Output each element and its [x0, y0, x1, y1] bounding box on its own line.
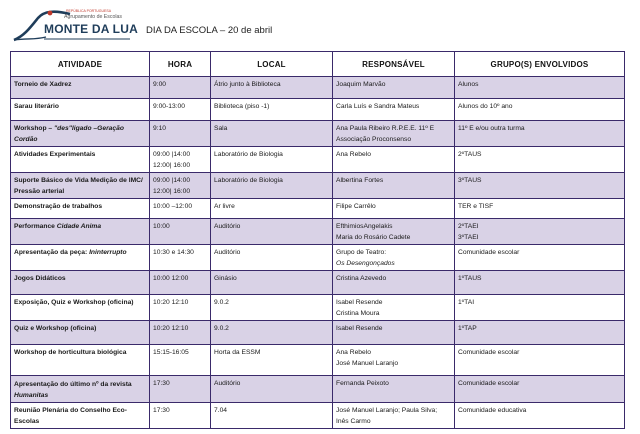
logo-agrupamento: Agrupamento de Escolas [64, 14, 122, 20]
table-row [11, 321, 625, 345]
cell-responsavel: Cristina Azevedo [333, 271, 455, 295]
cell-local: Laboratório de Biologia [211, 147, 333, 173]
cell-local: Biblioteca (piso -1) [211, 99, 333, 121]
responsavel-line: EfthimiosAngelakis [336, 223, 393, 230]
responsavel-line: Ana Rebelo [336, 349, 371, 356]
cell-atividade [11, 245, 150, 271]
cell-responsavel [333, 219, 455, 245]
column-header-responsavel: RESPONSÁVEL [333, 52, 455, 77]
table-row [11, 219, 625, 245]
cell-responsavel: Carla Luís e Sandra Mateus [333, 99, 455, 121]
table-row [11, 376, 625, 403]
cell-hora: 10:20 12:10 [150, 321, 211, 345]
school-logo [10, 6, 138, 48]
cell-local: Horta da ESSM [211, 345, 333, 376]
table-row [11, 345, 625, 376]
cell-grupos: Comunidade educativa [455, 403, 625, 429]
cell-grupos: 1ºTAP [455, 321, 625, 345]
table-row [11, 271, 625, 295]
responsavel-line: Maria do Rosário Cadete [336, 234, 411, 241]
atividade-text: Apresentação da peça: [14, 249, 90, 256]
responsavel-line: José Manuel Laranjo [336, 360, 399, 367]
cell-hora: 10:20 12:10 [150, 295, 211, 321]
cell-grupos: 1ºTAUS [455, 271, 625, 295]
cell-atividade [11, 219, 150, 245]
atividade-text: Apresentação do último nº da revista [14, 381, 132, 388]
cell-grupos: Comunidade escolar [455, 376, 625, 403]
atividade-italic-text: Ininterrupto [89, 249, 127, 256]
column-header-hora: HORA [150, 52, 211, 77]
table-row [11, 147, 625, 173]
cell-hora: 10:00 –12:00 [150, 199, 211, 219]
cell-local: Laboratório de Biologia [211, 173, 333, 199]
cell-hora: 15:15-16:05 [150, 345, 211, 376]
cell-local: Átrio junto à Biblioteca [211, 77, 333, 99]
cell-local: Ginásio [211, 271, 333, 295]
column-header-atividade: ATIVIDADE [11, 52, 150, 77]
table-row [11, 245, 625, 271]
cell-responsavel [333, 345, 455, 376]
cell-hora: 10:30 e 14:30 [150, 245, 211, 271]
cell-grupos: 11º E e/ou outra turma [455, 121, 625, 147]
cell-local: Sala [211, 121, 333, 147]
table-row [11, 77, 625, 99]
cell-local: Ar livre [211, 199, 333, 219]
cell-atividade: Demonstração de trabalhos [11, 199, 150, 219]
cell-atividade: Torneio de Xadrez [11, 77, 150, 99]
cell-responsavel: Fernanda Peixoto [333, 376, 455, 403]
cell-atividade: Reunião Plenária do Conselho Eco-Escolas [11, 403, 150, 429]
cell-local: 9.0.2 [211, 321, 333, 345]
logo-brand: MONTE DA LUA [44, 22, 138, 36]
page-title: DIA DA ESCOLA – 20 de abril [146, 25, 273, 36]
cell-hora: 10:00 [150, 219, 211, 245]
cell-local: 7.04 [211, 403, 333, 429]
table-row [11, 403, 625, 429]
cell-local: 9.0.2 [211, 295, 333, 321]
grupo-line: 3ºTAEI [458, 234, 479, 241]
cell-hora: 9:10 [150, 121, 211, 147]
cell-grupos: Alunos do 10º ano [455, 99, 625, 121]
column-header-grupos: GRUPO(S) ENVOLVIDOS [455, 52, 625, 77]
cell-responsavel: José Manuel Laranjo; Paula Silva; Inês Carmo [333, 403, 455, 429]
cell-grupos: 2ºTAUS [455, 147, 625, 173]
responsavel-line: Os Desengonçados [336, 260, 395, 267]
cell-grupos: Comunidade escolar [455, 345, 625, 376]
cell-atividade [11, 376, 150, 403]
cell-atividade: Quiz e Workshop (oficina) [11, 321, 150, 345]
cell-responsavel: Albertina Fortes [333, 173, 455, 199]
cell-atividade: Suporte Básico de Vida Medição de IMC/ Pressão arterial [11, 173, 150, 199]
cell-grupos: 3ºTAUS [455, 173, 625, 199]
cell-atividade [11, 121, 150, 147]
logo-small-text: REPÚBLICA PORTUGUESA [66, 9, 112, 13]
cell-local: Auditório [211, 376, 333, 403]
table-header-row [11, 52, 625, 77]
cell-hora: 17:30 [150, 376, 211, 403]
table-row [11, 295, 625, 321]
cell-atividade: Jogos Didáticos [11, 271, 150, 295]
cell-grupos: 1ºTAI [455, 295, 625, 321]
cell-responsavel [333, 295, 455, 321]
responsavel-line: Cristina Moura [336, 310, 380, 317]
table-row [11, 199, 625, 219]
cell-responsavel: Isabel Resende [333, 321, 455, 345]
schedule-table [10, 51, 625, 429]
cell-atividade: Workshop de horticultura biológica [11, 345, 150, 376]
responsavel-line: Isabel Resende [336, 299, 383, 306]
cell-hora: 09:00 |14:00 12:00| 16:00 [150, 147, 211, 173]
grupo-line: 2ºTAEI [458, 223, 479, 230]
table-row [11, 99, 625, 121]
cell-grupos: TER e TISF [455, 199, 625, 219]
cell-hora: 10:00 12:00 [150, 271, 211, 295]
cell-atividade: Exposição, Quiz e Workshop (oficina) [11, 295, 150, 321]
cell-atividade: Atividades Experimentais [11, 147, 150, 173]
responsavel-line: Grupo de Teatro: [336, 249, 387, 256]
cell-grupos: Alunos [455, 77, 625, 99]
atividade-text: Performance [14, 223, 57, 230]
table-row [11, 121, 625, 147]
table-row [11, 173, 625, 199]
cell-grupos: Comunidade escolar [455, 245, 625, 271]
cell-grupos [455, 219, 625, 245]
cell-responsavel: Ana Paula Ribeiro R.P.E.E. 11º E Associação Proconsenso [333, 121, 455, 147]
atividade-italic-text: "des"ligado –Geração Cordão [14, 125, 124, 143]
cell-local: Auditório [211, 219, 333, 245]
cell-local: Auditório [211, 245, 333, 271]
atividade-italic-text: Cidade Anima [56, 223, 102, 230]
cell-responsavel: Filipe Carrêlo [333, 199, 455, 219]
page-header [0, 0, 640, 50]
cell-hora: 17:30 [150, 403, 211, 429]
cell-responsavel [333, 245, 455, 271]
cell-atividade: Sarau literário [11, 99, 150, 121]
column-header-local: LOCAL [211, 52, 333, 77]
cell-responsavel: Joaquim Marvão [333, 77, 455, 99]
cell-hora: 09:00 |14:00 12:00| 16:00 [150, 173, 211, 199]
atividade-text: Workshop – [14, 125, 55, 132]
cell-hora: 9:00-13:00 [150, 99, 211, 121]
cell-responsavel: Ana Rebelo [333, 147, 455, 173]
atividade-italic-text: Humanitas [14, 392, 49, 399]
cell-hora: 9:00 [150, 77, 211, 99]
